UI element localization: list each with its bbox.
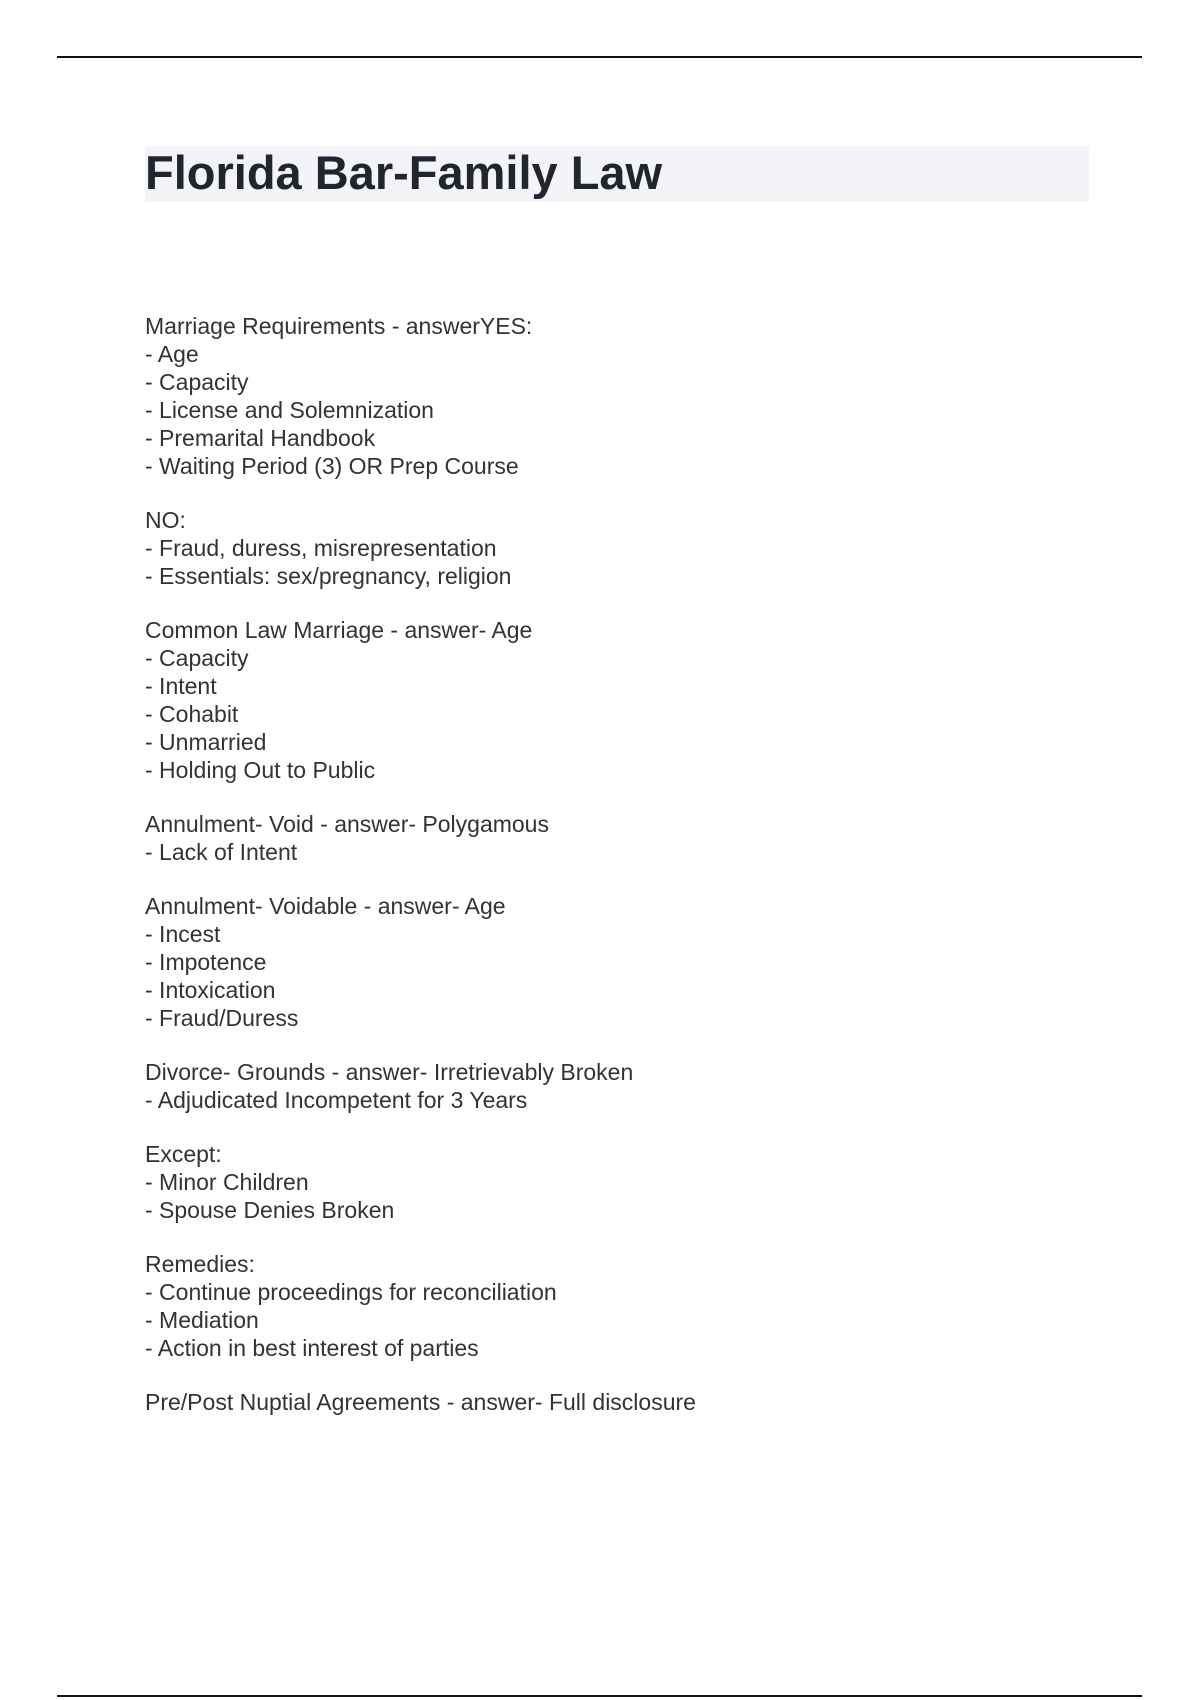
text-line: - Holding Out to Public [145,757,376,783]
text-line: - Action in best interest of parties [145,1335,479,1361]
section-nuptial-agreements [145,1388,1085,1416]
section-annulment-void [145,810,1085,866]
text-line: - Waiting Period (3) OR Prep Course [145,453,519,479]
text-line: Common Law Marriage - answer- Age [145,617,533,643]
text-line: - License and Solemnization [145,397,434,423]
text-line: - Capacity [145,369,249,395]
text-line: - Lack of Intent [145,839,298,865]
section-remedies [145,1250,1085,1362]
text-line: - Fraud/Duress [145,1005,299,1031]
section-marriage-requirements [145,312,1085,480]
text-line: - Premarital Handbook [145,425,376,451]
section-divorce-grounds [145,1058,1085,1114]
text-line: NO: [145,507,186,533]
text-line: Remedies: [145,1251,255,1277]
text-line: - Intent [145,673,217,699]
text-line: Pre/Post Nuptial Agreements - answer- Full disclosure [145,1389,696,1415]
section-common-law-marriage [145,616,1085,784]
section-annulment-voidable [145,892,1085,1032]
text-line: - Unmarried [145,729,267,755]
text-line: - Age [145,341,199,367]
text-line: Marriage Requirements - answerYES: [145,313,533,339]
text-line: - Incest [145,921,221,947]
text-line: Annulment- Void - answer- Polygamous [145,811,549,837]
document-title: Florida Bar-Family Law [145,146,663,199]
text-line: - Adjudicated Incompetent for 3 Years [145,1087,528,1113]
section-marriage-no [145,506,1085,590]
text-line: Except: [145,1141,222,1167]
bottom-rule [57,1695,1142,1697]
document-body [145,312,1085,1442]
text-line: - Spouse Denies Broken [145,1197,395,1223]
text-line: - Continue proceedings for reconciliation [145,1279,557,1305]
text-line: Divorce- Grounds - answer- Irretrievably Broken [145,1059,634,1085]
text-line: - Minor Children [145,1169,309,1195]
text-line: - Capacity [145,645,249,671]
text-line: Annulment- Voidable - answer- Age [145,893,506,919]
text-line: - Intoxication [145,977,276,1003]
text-line: - Impotence [145,949,267,975]
text-line: - Cohabit [145,701,239,727]
top-rule [57,56,1142,58]
text-line: - Fraud, duress, misrepresentation [145,535,497,561]
text-line: - Mediation [145,1307,259,1333]
section-except [145,1140,1085,1224]
text-line: - Essentials: sex/pregnancy, religion [145,563,512,589]
